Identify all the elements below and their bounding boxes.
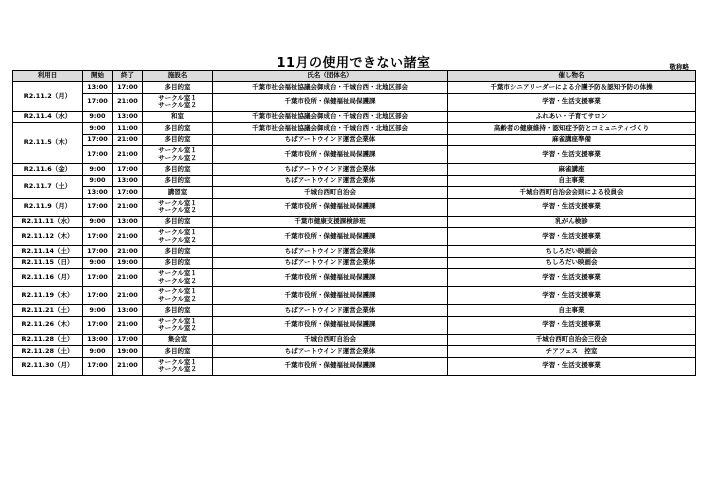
table-row: [13, 134, 696, 146]
facility-cell: [143, 228, 213, 246]
end-time-cell: 21:00: [113, 146, 143, 164]
header-name: 氏名（団体名）: [213, 71, 448, 82]
facility-cell: [143, 316, 213, 334]
facility-name: サークル室２: [158, 206, 197, 214]
header-event: 催し物名: [448, 71, 696, 82]
table-row: [13, 82, 696, 94]
facility-name: 多目的室: [164, 305, 191, 314]
facility-cell: [143, 134, 213, 146]
start-time-cell: 17:00: [83, 287, 113, 305]
end-time-cell: 21:00: [113, 316, 143, 334]
table-row: [13, 269, 696, 287]
table-row: [13, 164, 696, 176]
organizer-cell: 千葉市役所・保健福祉局保護課: [213, 316, 448, 334]
event-cell: ふれあい・子育てサロン: [448, 111, 696, 123]
facility-name: サークル室２: [158, 365, 197, 373]
organizer-cell: ちばアートウインド運営企業体: [213, 164, 448, 176]
date-cell: R2.11.28（土）: [13, 346, 83, 358]
organizer-cell: ちばアートウインド運営企業体: [213, 305, 448, 317]
facility-cell: [143, 111, 213, 123]
event-cell: 学習・生活支援事業: [448, 146, 696, 164]
table-row: [13, 316, 696, 334]
facility-cell: [143, 175, 213, 187]
event-cell: 学習・生活支援事業: [448, 287, 696, 305]
table-row: [13, 257, 696, 269]
facility-name: サークル室２: [158, 276, 197, 285]
end-time-cell: 17:00: [113, 334, 143, 346]
schedule-table: [12, 70, 696, 376]
organizer-cell: 千葉市役所・保健福祉局保護課: [213, 287, 448, 305]
event-cell: 千城台西町自治会会則による役員会: [448, 187, 696, 199]
end-time-cell: 21:00: [113, 269, 143, 287]
facility-name: 多目的室: [164, 217, 191, 226]
end-time-cell: 21:00: [113, 246, 143, 258]
organizer-cell: 千葉市社会福祉協議会御成台・千城台西・北地区部会: [213, 123, 448, 135]
organizer-cell: 千葉市役所・保健福祉局保護課: [213, 146, 448, 164]
start-time-cell: 9:00: [83, 111, 113, 123]
facility-name: サークル室２: [158, 235, 197, 244]
facility-name: サークル室１: [158, 93, 197, 102]
date-cell: R2.11.15（日）: [13, 257, 83, 269]
date-cell: R2.11.16（月）: [13, 269, 83, 287]
facility-name: 多目的室: [164, 258, 191, 267]
end-time-cell: 17:00: [113, 82, 143, 94]
facility-cell: [143, 93, 213, 111]
start-time-cell: 17:00: [83, 146, 113, 164]
organizer-cell: 千葉市役所・保健福祉局保護課: [213, 269, 448, 287]
date-cell: R2.11.28（土）: [13, 334, 83, 346]
date-cell: R2.11.14（土）: [13, 246, 83, 258]
facility-cell: [143, 357, 213, 375]
organizer-cell: 千葉市健康支援課検診班: [213, 216, 448, 228]
end-time-cell: 19:00: [113, 257, 143, 269]
event-cell: 学習・生活支援事業: [448, 316, 696, 334]
end-time-cell: 19:00: [113, 346, 143, 358]
start-time-cell: 9:00: [83, 123, 113, 135]
date-cell: R2.11.5（木）: [13, 123, 83, 164]
event-cell: 学習・生活支援事業: [448, 269, 696, 287]
facility-name: 多目的室: [164, 246, 191, 255]
organizer-cell: ちばアートウインド運営企業体: [213, 246, 448, 258]
facility-name: サークル室１: [158, 287, 197, 296]
start-time-cell: 17:00: [83, 134, 113, 146]
facility-cell: [143, 198, 213, 216]
facility-name: 集会室: [167, 335, 188, 344]
table-row: [13, 228, 696, 246]
end-time-cell: 13:00: [113, 305, 143, 317]
organizer-cell: 千葉市社会福祉協議会御成台・千城台西・北地区部会: [213, 111, 448, 123]
end-time-cell: 21:00: [113, 198, 143, 216]
start-time-cell: 17:00: [83, 269, 113, 287]
table-row: [13, 216, 696, 228]
facility-name: サークル室１: [158, 357, 197, 366]
date-cell: R2.11.12（木）: [13, 228, 83, 246]
start-time-cell: 9:00: [83, 346, 113, 358]
end-time-cell: 21:00: [113, 357, 143, 375]
event-cell: 学習・生活支援事業: [448, 198, 696, 216]
organizer-cell: ちばアートウインド運営企業体: [213, 134, 448, 146]
facility-name: 多目的室: [164, 346, 191, 355]
end-time-cell: 21:00: [113, 287, 143, 305]
table-row: [13, 357, 696, 375]
start-time-cell: 17:00: [83, 357, 113, 375]
date-cell: R2.11.7（土）: [13, 175, 83, 198]
start-time-cell: 13:00: [83, 82, 113, 94]
facility-name: 多目的室: [164, 135, 191, 144]
facility-cell: [143, 257, 213, 269]
start-time-cell: 17:00: [83, 246, 113, 258]
facility-cell: [143, 123, 213, 135]
table-row: [13, 246, 696, 258]
end-time-cell: 21:00: [113, 134, 143, 146]
facility-name: サークル室１: [158, 316, 197, 325]
end-time-cell: 17:00: [113, 164, 143, 176]
event-cell: 学習・生活支援事業: [448, 228, 696, 246]
header-facility: 施設名: [143, 71, 213, 82]
table-row: [13, 175, 696, 187]
end-time-cell: 17:00: [113, 187, 143, 199]
date-cell: R2.11.19（木）: [13, 287, 83, 305]
date-cell: R2.11.4（水）: [13, 111, 83, 123]
event-cell: チアフェス 控室: [448, 346, 696, 358]
table-row: [13, 198, 696, 216]
organizer-cell: 千葉市役所・保健福祉局保護課: [213, 357, 448, 375]
start-time-cell: 17:00: [83, 228, 113, 246]
facility-name: サークル室２: [158, 101, 197, 109]
event-cell: 麻雀講座準備: [448, 134, 696, 146]
start-time-cell: 9:00: [83, 164, 113, 176]
table-header-row: [13, 71, 696, 82]
facility-cell: [143, 164, 213, 176]
organizer-cell: ちばアートウインド運営企業体: [213, 346, 448, 358]
organizer-cell: 千城台西町自治会: [213, 334, 448, 346]
organizer-cell: 千葉市社会福祉協議会御成台・千城台西・北地区部会: [213, 82, 448, 94]
start-time-cell: 9:00: [83, 175, 113, 187]
event-cell: 自主事業: [448, 305, 696, 317]
facility-name: 多目的室: [164, 164, 191, 173]
table-row: [13, 346, 696, 358]
event-cell: 学習・生活支援事業: [448, 357, 696, 375]
event-cell: 千葉市シニアリーダーによる介護予防＆認知予防の体操: [448, 82, 696, 94]
event-cell: ちしろだい映画会: [448, 246, 696, 258]
event-cell: 千城台西町自治会三役会: [448, 334, 696, 346]
facility-name: サークル室２: [158, 294, 197, 303]
facility-cell: [143, 269, 213, 287]
end-time-cell: 11:00: [113, 123, 143, 135]
facility-name: サークル室２: [158, 153, 197, 162]
facility-name: 多目的室: [164, 176, 191, 185]
table-row: [13, 334, 696, 346]
event-cell: 高齢者の健康維持・認知症予防とコミュニティづくり: [448, 123, 696, 135]
start-time-cell: 17:00: [83, 198, 113, 216]
honorific-note: 敬称略: [669, 63, 689, 71]
start-time-cell: 9:00: [83, 305, 113, 317]
date-cell: R2.11.30（月）: [13, 357, 83, 375]
facility-name: サークル室２: [158, 324, 197, 332]
organizer-cell: 千葉市役所・保健福祉局保護課: [213, 93, 448, 111]
facility-cell: [143, 305, 213, 317]
event-cell: 学習・生活支援事業: [448, 93, 696, 111]
table-row: [13, 111, 696, 123]
facility-cell: [143, 334, 213, 346]
date-cell: R2.11.2（月）: [13, 82, 83, 112]
page-title: 11月の使用できない諸室: [276, 56, 431, 71]
facility-name: 和室: [171, 112, 184, 121]
facility-name: サークル室１: [158, 228, 197, 237]
organizer-cell: 千城台西町自治会: [213, 187, 448, 199]
facility-name: 多目的室: [164, 82, 191, 91]
table-body: [13, 82, 696, 376]
organizer-cell: ちばアートウインド運営企業体: [213, 175, 448, 187]
organizer-cell: 千葉市役所・保健福祉局保護課: [213, 228, 448, 246]
start-time-cell: 13:00: [83, 187, 113, 199]
table-row: [13, 93, 696, 111]
end-time-cell: 13:00: [113, 175, 143, 187]
header-date: 利用日: [13, 71, 83, 82]
organizer-cell: 千葉市役所・保健福祉局保護課: [213, 198, 448, 216]
date-cell: R2.11.26（木）: [13, 316, 83, 334]
date-cell: R2.11.9（月）: [13, 198, 83, 216]
event-cell: 麻雀講座: [448, 164, 696, 176]
facility-name: サークル室１: [158, 269, 197, 278]
end-time-cell: 13:00: [113, 111, 143, 123]
start-time-cell: 13:00: [83, 334, 113, 346]
table-row: [13, 123, 696, 135]
facility-cell: [143, 216, 213, 228]
table-row: [13, 187, 696, 199]
event-cell: 乳がん検診: [448, 216, 696, 228]
facility-name: サークル室１: [158, 146, 197, 155]
facility-cell: [143, 146, 213, 164]
facility-name: サークル室１: [158, 198, 197, 207]
end-time-cell: 13:00: [113, 216, 143, 228]
table-row: [13, 287, 696, 305]
date-cell: R2.11.6（金）: [13, 164, 83, 176]
facility-name: 多目的室: [164, 123, 191, 132]
date-cell: R2.11.21（土）: [13, 305, 83, 317]
table-row: [13, 305, 696, 317]
end-time-cell: 21:00: [113, 228, 143, 246]
header-start: 開始: [83, 71, 113, 82]
header-end: 終了: [113, 71, 143, 82]
event-cell: 自主事業: [448, 175, 696, 187]
end-time-cell: 21:00: [113, 93, 143, 111]
facility-cell: [143, 82, 213, 94]
event-cell: ちしろだい映画会: [448, 257, 696, 269]
facility-name: 講習室: [167, 187, 188, 196]
table-row: [13, 146, 696, 164]
start-time-cell: 9:00: [83, 257, 113, 269]
date-cell: R2.11.11（水）: [13, 216, 83, 228]
start-time-cell: 17:00: [83, 93, 113, 111]
start-time-cell: 9:00: [83, 216, 113, 228]
organizer-cell: ちばアートウインド運営企業体: [213, 257, 448, 269]
facility-cell: [143, 246, 213, 258]
facility-cell: [143, 187, 213, 199]
start-time-cell: 17:00: [83, 316, 113, 334]
facility-cell: [143, 287, 213, 305]
facility-cell: [143, 346, 213, 358]
